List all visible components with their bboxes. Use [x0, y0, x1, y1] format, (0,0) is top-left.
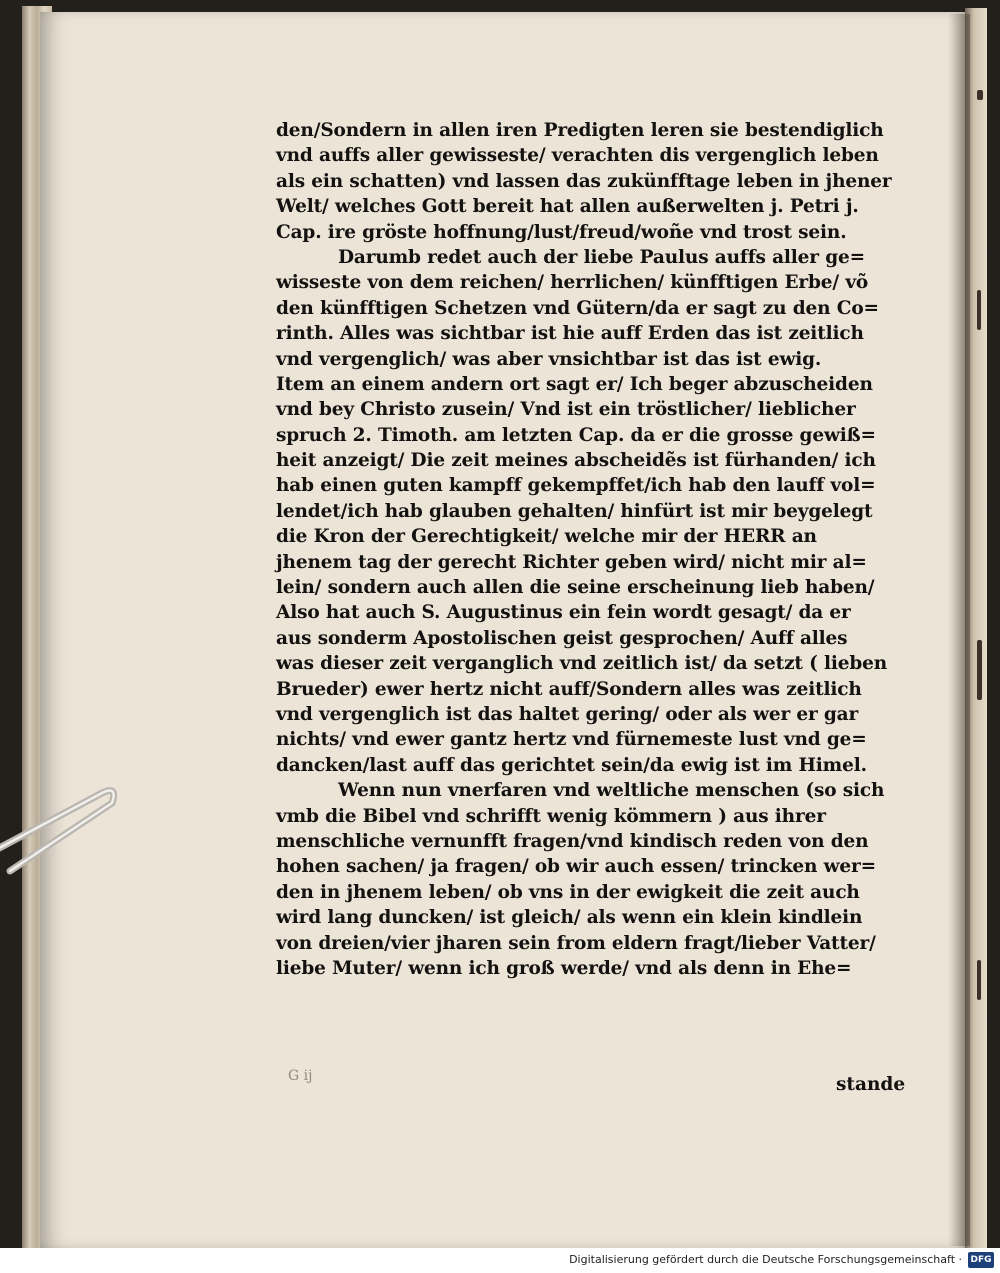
- text-line: jhenem tag der gerecht Richter geben wird/ nicht mir al=: [276, 551, 867, 573]
- text-line: nichts/ vnd ewer gantz hertz vnd fürnemeste lust vnd ge=: [276, 729, 867, 751]
- text-line: vnd auffs aller gewisseste/ verachten dis vergenglich leben: [276, 145, 879, 167]
- text-line: vnd bey Christo zusein/ Vnd ist ein tröstlicher/ lieblicher: [276, 399, 856, 421]
- catchword: stande: [836, 1074, 906, 1095]
- text-line: rinth. Alles was sichtbar ist hie auff Erden das ist zeitlich: [276, 323, 864, 345]
- text-line: von dreien/vier jharen sein from eldern fragt/lieber Vatter/: [276, 932, 876, 954]
- text-line: den künfftigen Schetzen vnd Gütern/da er sagt zu den Co=: [276, 297, 879, 319]
- text-line: vnd vergenglich ist das haltet gering/ oder als wer er gar: [276, 703, 859, 725]
- text-line: lendet/ich hab glauben gehalten/ hinfürt ist mir beygelegt: [276, 500, 873, 522]
- page-text: [276, 118, 912, 1108]
- text-line: hohen sachen/ ja fragen/ ob wir auch essen/ trincken wer=: [276, 856, 876, 878]
- text-line: den in jhenem leben/ ob vns in der ewigkeit die zeit auch: [276, 881, 860, 903]
- text-line: Cap. ire gröste hoffnung/lust/freud/woñe vnd trost sein.: [276, 221, 847, 243]
- text-line: Brueder) ewer hertz nicht auff/Sondern alles was zeitlich: [276, 678, 862, 700]
- text-line: lein/ sondern auch allen die seine erscheinung lieb haben/: [276, 577, 875, 599]
- footer-credit: Digitalisierung gefördert durch die Deutsche Forschungsgemeinschaft ·: [569, 1253, 962, 1266]
- dfg-logo: DFG: [968, 1252, 994, 1268]
- paper-clip-icon: [0, 775, 140, 875]
- text-line: hab einen guten kampff gekempffet/ich hab den lauff vol=: [276, 475, 876, 497]
- text-line: menschliche vernunfft fragen/vnd kindisch reden von den: [276, 830, 869, 852]
- text-line: dancken/last auff das gerichtet sein/da ewig ist im Himel.: [276, 754, 867, 776]
- text-line: vnd vergenglich/ was aber vnsichtbar ist das ist ewig.: [276, 348, 822, 370]
- text-line: heit anzeigt/ Die zeit meines abscheidẽs ist fürhanden/ ich: [276, 450, 876, 472]
- text-line: Wenn nun vnerfaren vnd weltliche menschen (so sich: [338, 780, 885, 802]
- text-line: als ein schatten) vnd lassen das zukünfftage leben in jhener: [276, 170, 892, 192]
- gutter-shadow: [948, 14, 970, 1246]
- text-line: Also hat auch S. Augustinus ein fein wordt gesagt/ da er: [276, 602, 851, 624]
- text-line: vmb die Bibel vnd schrifft wenig kömmern ) aus ihrer: [276, 805, 826, 827]
- page-edge-marks: [975, 80, 995, 1080]
- text-line: Darumb redet auch der liebe Paulus auffs aller ge=: [338, 246, 865, 268]
- text-line: Welt/ welches Gott bereit hat allen außerwelten j. Petri j.: [276, 196, 859, 218]
- text-line: wisseste von dem reichen/ herrlichen/ künfftigen Erbe/ võ: [276, 272, 869, 294]
- text-line: aus sonderm Apostolischen geist gesprochen/ Auff alles: [276, 627, 848, 649]
- text-line: Item an einem andern ort sagt er/ Ich beger abzuscheiden: [276, 373, 873, 395]
- text-line: wird lang duncken/ ist gleich/ als wenn ein klein kindlein: [276, 907, 863, 929]
- text-line: die Kron der Gerechtigkeit/ welche mir der HERR an: [276, 526, 817, 548]
- text-line: den/Sondern in allen iren Predigten leren sie bestendiglich: [276, 120, 884, 141]
- signature-mark: G ij: [288, 1068, 313, 1084]
- footer-bar: [0, 1248, 1000, 1273]
- text-line: spruch 2. Timoth. am letzten Cap. da er die grosse gewiß=: [276, 424, 876, 446]
- text-line: liebe Muter/ wenn ich groß werde/ vnd als denn in Ehe=: [276, 957, 852, 979]
- text-line: was dieser zeit verganglich vnd zeitlich ist/ da setzt ( lieben: [276, 653, 888, 675]
